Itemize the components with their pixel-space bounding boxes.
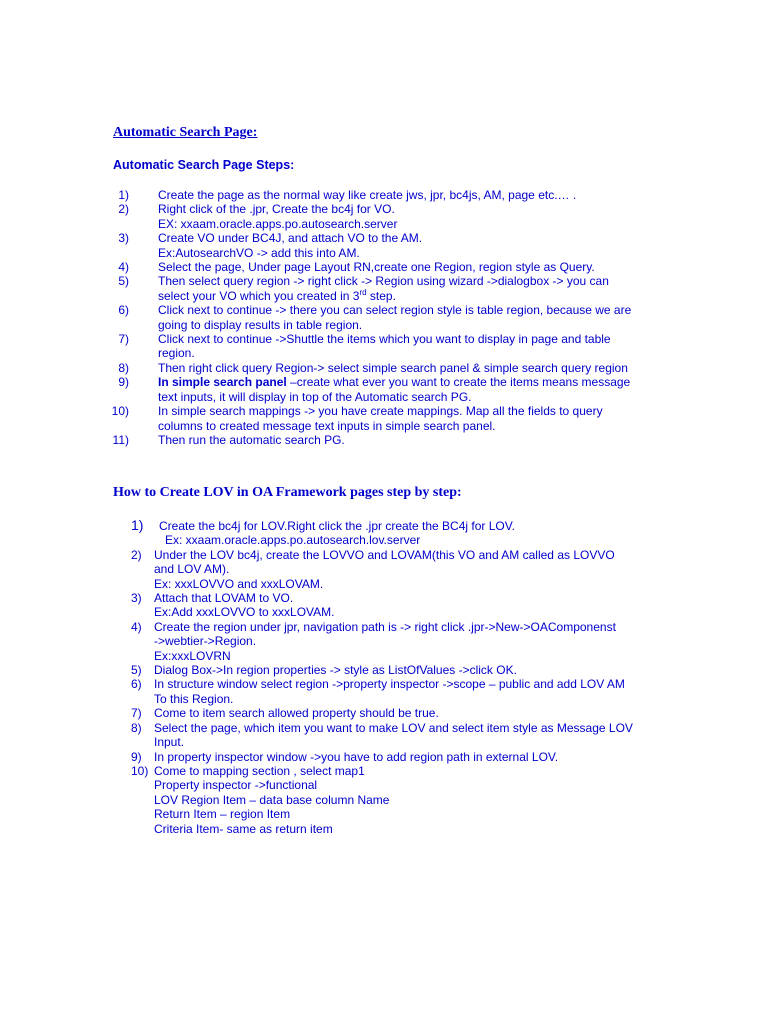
step-text: Click next to continue -> there you can select region style is table region, because we are going to display results in table region.	[158, 303, 632, 332]
step-number: 5)	[131, 663, 142, 678]
list-item	[111, 404, 668, 433]
step-number: 3)	[118, 231, 129, 246]
step-text: Create VO under BC4J, and attach VO to the AM. Ex:AutosearchVO -> add this into AM.	[158, 231, 423, 260]
list-item	[131, 548, 671, 591]
list-item	[118, 202, 668, 231]
section-title-automatic-search: Automatic Search Page:	[113, 125, 258, 140]
create-lov-steps-list	[131, 519, 671, 836]
step-text: Create the page as the normal way like create jws, jpr, bc4js, AM, page etc.… .	[158, 188, 577, 202]
step-text	[134, 375, 668, 404]
step-text: Then run the automatic search PG.	[158, 432, 345, 447]
step-text: In simple search mappings -> you have create mappings. Map all the fields to query columns to created message text inputs in simple search panel.	[158, 404, 603, 433]
step-text: Select the page, which item you want to make LOV and select item style as Message LOV Input.	[154, 720, 633, 750]
step-text: In structure window select region ->property inspector ->scope – public and add LOV AM To this Region.	[154, 677, 625, 706]
step-number: 10)	[111, 404, 129, 419]
step-text: Come to mapping section , select map1 Property inspector ->functional LOV Region Item – data base column Name Return Item – region Item Criteria Item- same as return item	[154, 763, 390, 836]
list-item	[118, 375, 668, 404]
step-number: 9)	[131, 749, 142, 764]
step-number: 9)	[118, 375, 129, 390]
step-number: 2)	[118, 202, 129, 217]
list-item	[112, 432, 668, 447]
step-number: 4)	[118, 260, 129, 275]
step-text	[134, 274, 668, 303]
step-text: In property inspector window ->you have to add region path in external LOV.	[154, 749, 559, 764]
list-item	[131, 663, 671, 677]
list-item	[131, 721, 671, 750]
step-number: 3)	[131, 591, 142, 606]
step-text: Dialog Box->In region properties -> style as ListOfValues ->click OK.	[154, 663, 517, 678]
step-text: Attach that LOVAM to VO. Ex:Add xxxLOVVO to xxxLOVAM.	[154, 591, 335, 620]
step-number: 10)	[131, 763, 149, 778]
section-subtitle-automatic-search-steps: Automatic Search Page Steps:	[113, 158, 295, 172]
list-item	[131, 677, 671, 706]
step-text: Under the LOV bc4j, create the LOVVO and LOVAM(this VO and AM called as LOVVO and LOV AM). Ex: xxxLOVVO and xxxLOVAM.	[154, 547, 615, 591]
step-number: 8)	[131, 720, 142, 735]
step-number: 4)	[131, 619, 142, 634]
step-text: Click next to continue ->Shuttle the items which you want to display in page and table region.	[158, 332, 611, 361]
step-number: 8)	[118, 360, 129, 375]
step-number: 7)	[118, 332, 129, 347]
list-item	[131, 591, 671, 620]
automatic-search-steps-list	[111, 188, 668, 447]
step-number: 1)	[118, 188, 129, 202]
list-item	[118, 332, 668, 361]
step-text-main: Then select query region -> right click -> Region using wizard ->dialogbox -> you can select your VO which you created in 3	[158, 274, 609, 303]
step-text: Select the page, Under page Layout RN,create one Region, region style as Query.	[158, 260, 595, 275]
step-number: 7)	[131, 706, 142, 721]
step-text-main: Create the bc4j for LOV.Right click the .jpr create the BC4j for LOV.	[159, 519, 515, 533]
step-text: Create the region under jpr, navigation path is -> right click .jpr->New->OAComponenst ->webtier->Region. Ex:xxxLOVRN	[154, 619, 616, 663]
list-item	[131, 620, 671, 663]
step-example: Ex: xxaam.oracle.apps.po.autosearch.lov.server	[165, 533, 421, 548]
section-title-create-lov: How to Create LOV in OA Framework pages step by step:	[113, 485, 462, 500]
step-text: Come to item search allowed property should be true.	[154, 706, 439, 721]
list-item	[118, 231, 668, 260]
list-item	[131, 706, 671, 720]
step-text: Right click of the .jpr, Create the bc4j for VO. EX: xxaam.oracle.apps.po.autosearch.server	[158, 202, 398, 231]
step-text: Then right click query Region-> select simple search panel & simple search query region	[158, 360, 628, 375]
list-item	[118, 260, 668, 275]
step-number: 6)	[131, 677, 142, 692]
list-item	[131, 750, 671, 764]
list-item	[131, 764, 671, 836]
list-item	[118, 188, 668, 202]
ordinal-suffix: rd	[359, 287, 367, 297]
step-number: 11)	[112, 432, 129, 447]
step-number: 5)	[118, 274, 129, 289]
step-number: 6)	[118, 303, 129, 318]
step-text-tail: step.	[366, 288, 396, 303]
list-item	[118, 360, 668, 375]
step-text-bold-lead: In simple search panel	[158, 375, 287, 390]
list-item	[131, 519, 671, 548]
step-text-rest: –create what ever you want to create the items means message text inputs, it will display in top of the Automatic search PG.	[158, 375, 631, 404]
list-item	[118, 303, 668, 332]
list-item	[118, 274, 668, 303]
step-number: 1)	[131, 517, 144, 533]
step-text	[131, 519, 671, 548]
step-number: 2)	[131, 547, 142, 562]
